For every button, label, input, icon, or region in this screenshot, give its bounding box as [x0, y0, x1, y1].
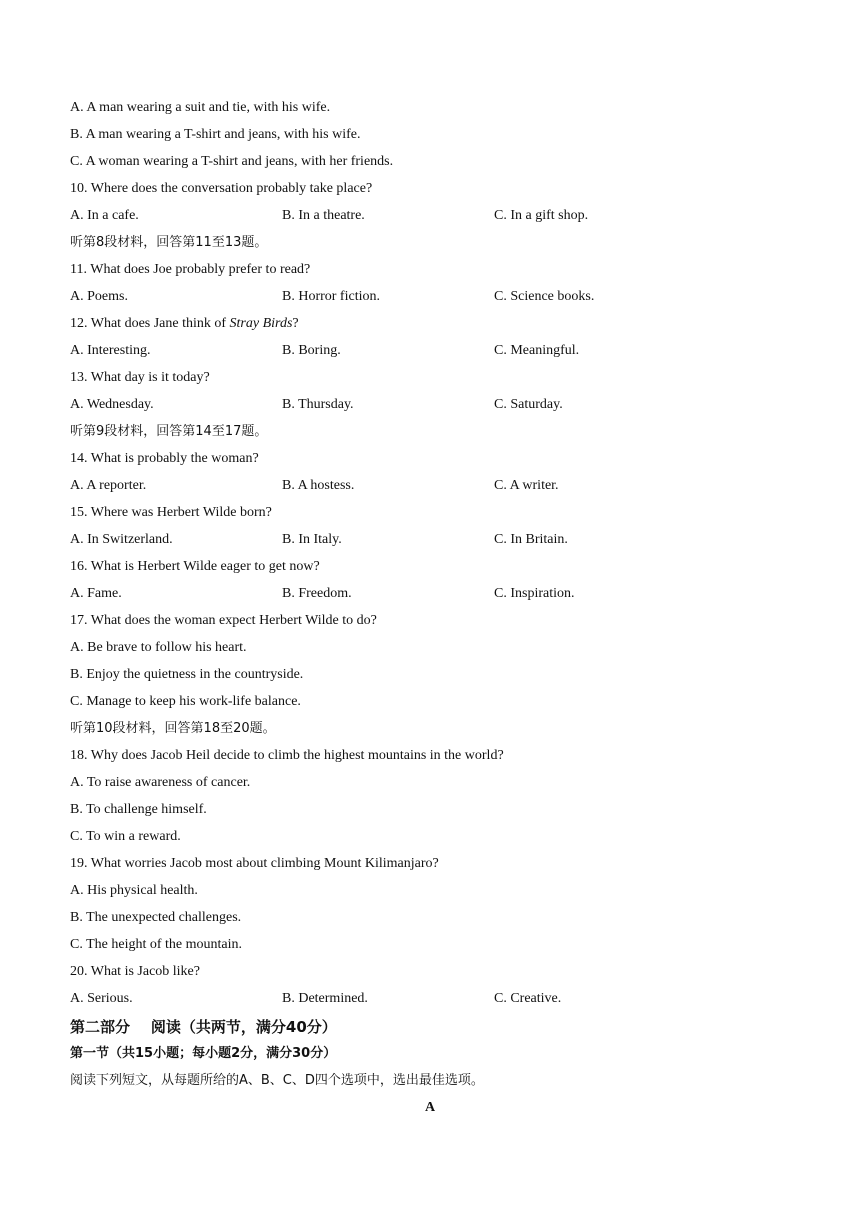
q11-option-b: B. Horror fiction. — [282, 289, 380, 304]
q10-option-a: A. In a cafe. — [70, 208, 139, 223]
q13-stem: 13. What day is it today? — [70, 370, 210, 385]
q15-option-b: B. In Italy. — [282, 532, 342, 547]
q11-option-c: C. Science books. — [494, 289, 595, 304]
q18-option-a: A. To raise awareness of cancer. — [70, 775, 251, 790]
q9-option-c: C. A woman wearing a T-shirt and jeans, with her friends. — [70, 154, 394, 169]
q19-stem: 19. What worries Jacob most about climbing Mount Kilimanjaro? — [70, 856, 439, 871]
q11-option-a: A. Poems. — [70, 289, 128, 304]
section-8-instruction: 听第8段材料，回答第11至13题。 — [70, 235, 268, 250]
q13-option-c: C. Saturday. — [494, 397, 563, 412]
q20-option-c: C. Creative. — [494, 991, 562, 1006]
q12-option-a: A. Interesting. — [70, 343, 151, 358]
q14-option-a: A. A reporter. — [70, 478, 147, 493]
q12-book-title: Stray Birds — [229, 316, 293, 331]
q10-stem: 10. Where does the conversation probably take place? — [70, 181, 373, 196]
section-9-instruction: 听第9段材料，回答第14至17题。 — [70, 424, 268, 439]
reading-instruction: 阅读下列短文，从每题所给的A、B、C、D四个选项中，选出最佳选项。 — [70, 1073, 484, 1088]
q17-option-b: B. Enjoy the quietness in the countryside. — [70, 667, 304, 682]
q13-option-a: A. Wednesday. — [70, 397, 154, 412]
q16-stem: 16. What is Herbert Wilde eager to get now? — [70, 559, 320, 574]
q19-option-a: A. His physical health. — [70, 883, 198, 898]
q16-option-a: A. Fame. — [70, 586, 122, 601]
q15-option-a: A. In Switzerland. — [70, 532, 173, 547]
part-2-heading: 第二部分 阅读（共两节，满分40分） — [70, 1018, 337, 1036]
q9-option-a: A. A man wearing a suit and tie, with his wife. — [70, 100, 331, 115]
q12-option-c: C. Meaningful. — [494, 343, 580, 358]
q12-stem-text: 12. What does Jane think of — [70, 316, 230, 331]
q20-option-b: B. Determined. — [282, 991, 368, 1006]
q18-stem: 18. Why does Jacob Heil decide to climb the highest mountains in the world? — [70, 748, 504, 763]
q9-option-b: B. A man wearing a T-shirt and jeans, with his wife. — [70, 127, 361, 142]
q11-stem: 11. What does Joe probably prefer to read? — [70, 262, 311, 277]
q15-option-c: C. In Britain. — [494, 532, 568, 547]
q14-option-c: C. A writer. — [494, 478, 559, 493]
q12-stem — [70, 315, 299, 333]
section-10-instruction: 听第10段材料，回答第18至20题。 — [70, 721, 276, 736]
q18-option-b: B. To challenge himself. — [70, 802, 207, 817]
q17-option-c: C. Manage to keep his work-life balance. — [70, 694, 301, 709]
q10-option-c: C. In a gift shop. — [494, 208, 589, 223]
q13-option-b: B. Thursday. — [282, 397, 354, 412]
q19-option-c: C. The height of the mountain. — [70, 937, 242, 952]
q20-stem: 20. What is Jacob like? — [70, 964, 200, 979]
q18-option-c: C. To win a reward. — [70, 829, 181, 844]
q16-option-c: C. Inspiration. — [494, 586, 575, 601]
passage-label: A — [424, 1100, 436, 1115]
q15-stem: 15. Where was Herbert Wilde born? — [70, 505, 272, 520]
q12-stem-end: ? — [292, 316, 299, 331]
q14-option-b: B. A hostess. — [282, 478, 355, 493]
q17-stem: 17. What does the woman expect Herbert Wilde to do? — [70, 613, 377, 628]
q14-stem: 14. What is probably the woman? — [70, 451, 259, 466]
q16-option-b: B. Freedom. — [282, 586, 352, 601]
q17-option-a: A. Be brave to follow his heart. — [70, 640, 247, 655]
q20-option-a: A. Serious. — [70, 991, 133, 1006]
q12-option-b: B. Boring. — [282, 343, 341, 358]
q10-option-b: B. In a theatre. — [282, 208, 365, 223]
section-1-heading: 第一节（共15小题；每小题2分，满分30分） — [70, 1046, 337, 1061]
q19-option-b: B. The unexpected challenges. — [70, 910, 242, 925]
